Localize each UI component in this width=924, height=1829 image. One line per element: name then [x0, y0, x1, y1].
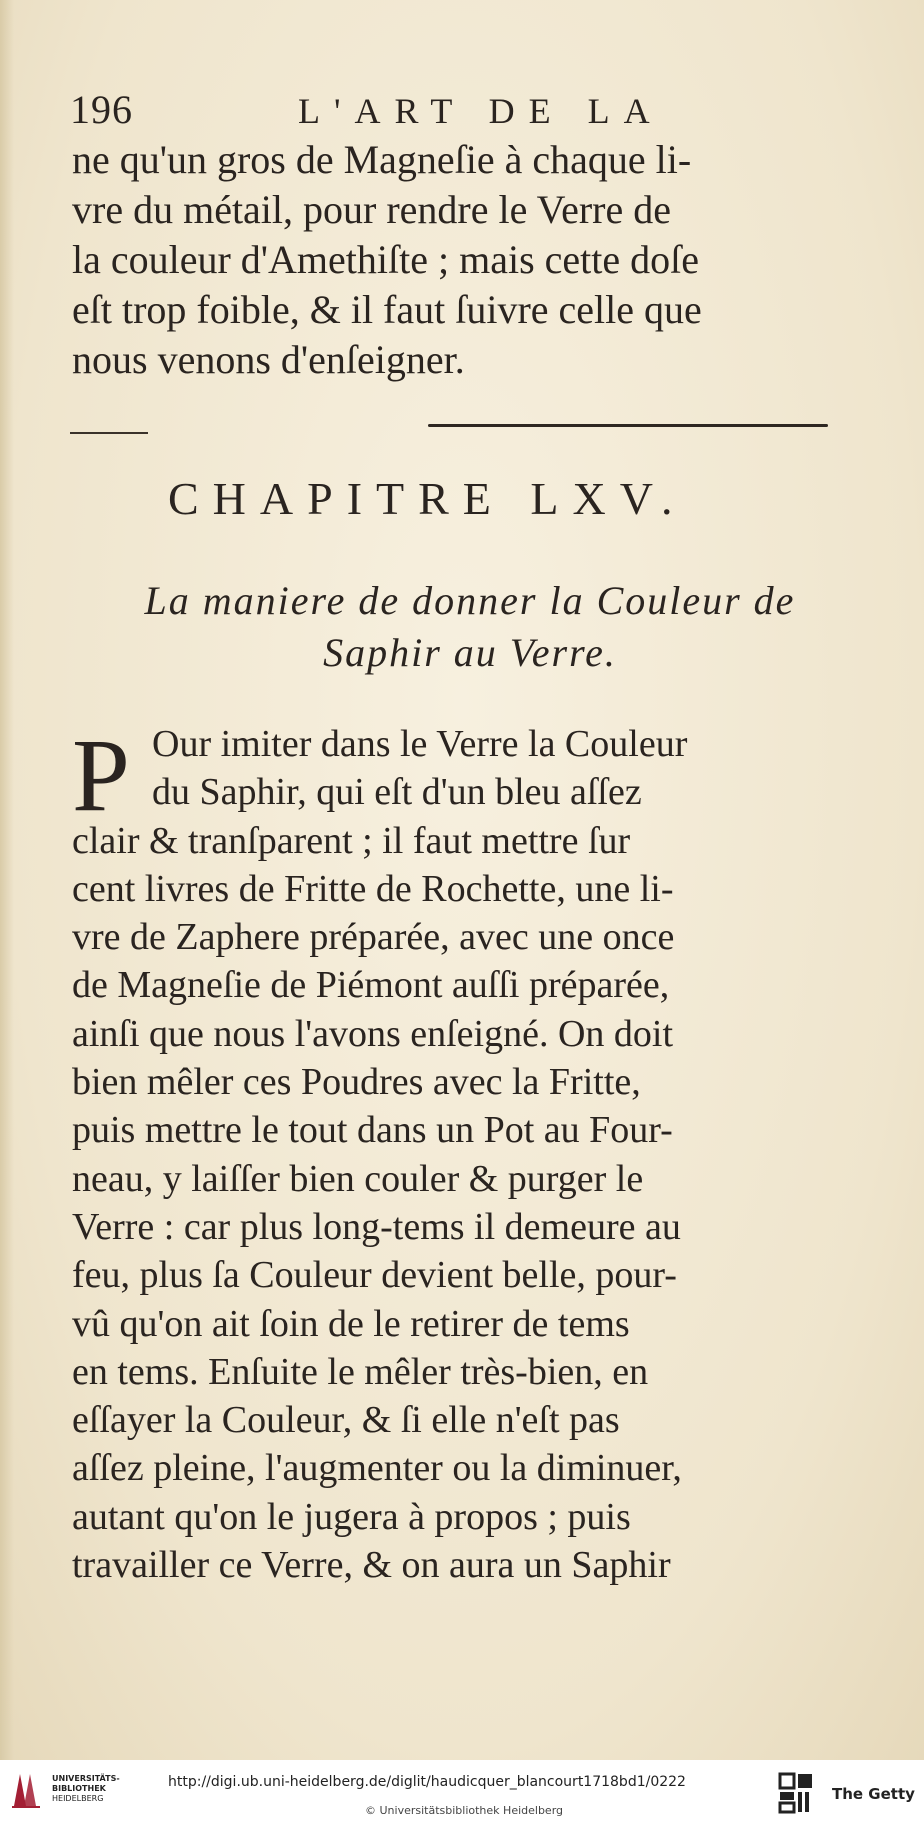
partner-name: The Getty: [832, 1785, 915, 1803]
drop-cap: P: [72, 718, 130, 833]
text-line: bien mêler ces Poudres avec la Fritte,: [72, 1061, 641, 1104]
permalink-url[interactable]: http://digi.ub.uni-heidelberg.de/diglit/haudicquer_blancourt1718bd1/0222: [168, 1774, 686, 1790]
university-library-logo-icon: [10, 1770, 44, 1810]
chapter-subtitle: [90, 575, 850, 679]
text-line: Our imiter dans le Verre la Couleur: [152, 723, 688, 765]
text-line: vre de Zaphere préparée, avec une once: [72, 916, 675, 959]
copyright-notice: © Universitätsbibliothek Heidelberg: [365, 1804, 564, 1817]
subtitle-line: La maniere de donner la Couleur de: [144, 578, 796, 623]
text-line: la couleur d'Amethiſte ; mais cette doſe: [72, 237, 699, 282]
text-line: vre du métail, pour rendre le Verre de: [72, 187, 672, 232]
text-line: vû qu'on ait ſoin de le retirer de tems: [72, 1302, 630, 1345]
chapter-heading: CHAPITRE LXV.: [168, 473, 687, 524]
text-line: clair & tranſparent ; il faut mettre ſur: [72, 819, 631, 862]
text-line: nous venons d'enſeigner.: [72, 337, 465, 382]
viewer-footer: [0, 1760, 924, 1829]
text-line: eſſayer la Couleur, & ſi elle n'eſt pas: [72, 1399, 620, 1442]
text-line: feu, plus ſa Couleur devient belle, pour-: [72, 1254, 677, 1297]
subtitle-line: Saphir au Verre.: [323, 630, 617, 675]
text-line: ainſi que nous l'avons enſeigné. On doit: [72, 1012, 674, 1055]
section-divider-left: [70, 432, 148, 434]
section-divider-right: [428, 424, 828, 427]
text-line: cent livres de Fritte de Rochette, une li-: [72, 867, 674, 910]
text-line: neau, y laiſſer bien couler & purger le: [72, 1157, 644, 1200]
text-line: Verre : car plus long-tems il demeure au: [72, 1205, 681, 1248]
text-line: ne qu'un gros de Magneſie à chaque li-: [72, 137, 692, 182]
running-head-title: L'ART DE LA: [298, 91, 664, 131]
text-line: en tems. Enſuite le mêler très-bien, en: [72, 1350, 649, 1393]
text-line: eſt trop foible, & il faut ſuivre celle que: [72, 287, 702, 332]
text-line: travailler ce Verre, & on aura un Saphir: [72, 1544, 671, 1587]
text-line: puis mettre le tout dans un Pot au Four-: [72, 1109, 673, 1152]
library-name: UNIVERSITÄTS- BIBLIOTHEK HEIDELBERG: [52, 1774, 120, 1803]
body-paragraph: [72, 720, 852, 1589]
running-head: [70, 86, 690, 136]
top-paragraph: [72, 135, 852, 385]
text-line: autant qu'on le jugera à propos ; puis: [72, 1495, 631, 1538]
page-number: 196: [70, 87, 133, 132]
text-line: aſſez pleine, l'augmenter ou la diminuer,: [72, 1447, 682, 1490]
text-line: du Saphir, qui eſt d'un bleu aſſez: [152, 771, 642, 814]
getty-logo-icon: [778, 1772, 814, 1814]
text-line: de Magneſie de Piémont auſſi préparée,: [72, 964, 670, 1007]
